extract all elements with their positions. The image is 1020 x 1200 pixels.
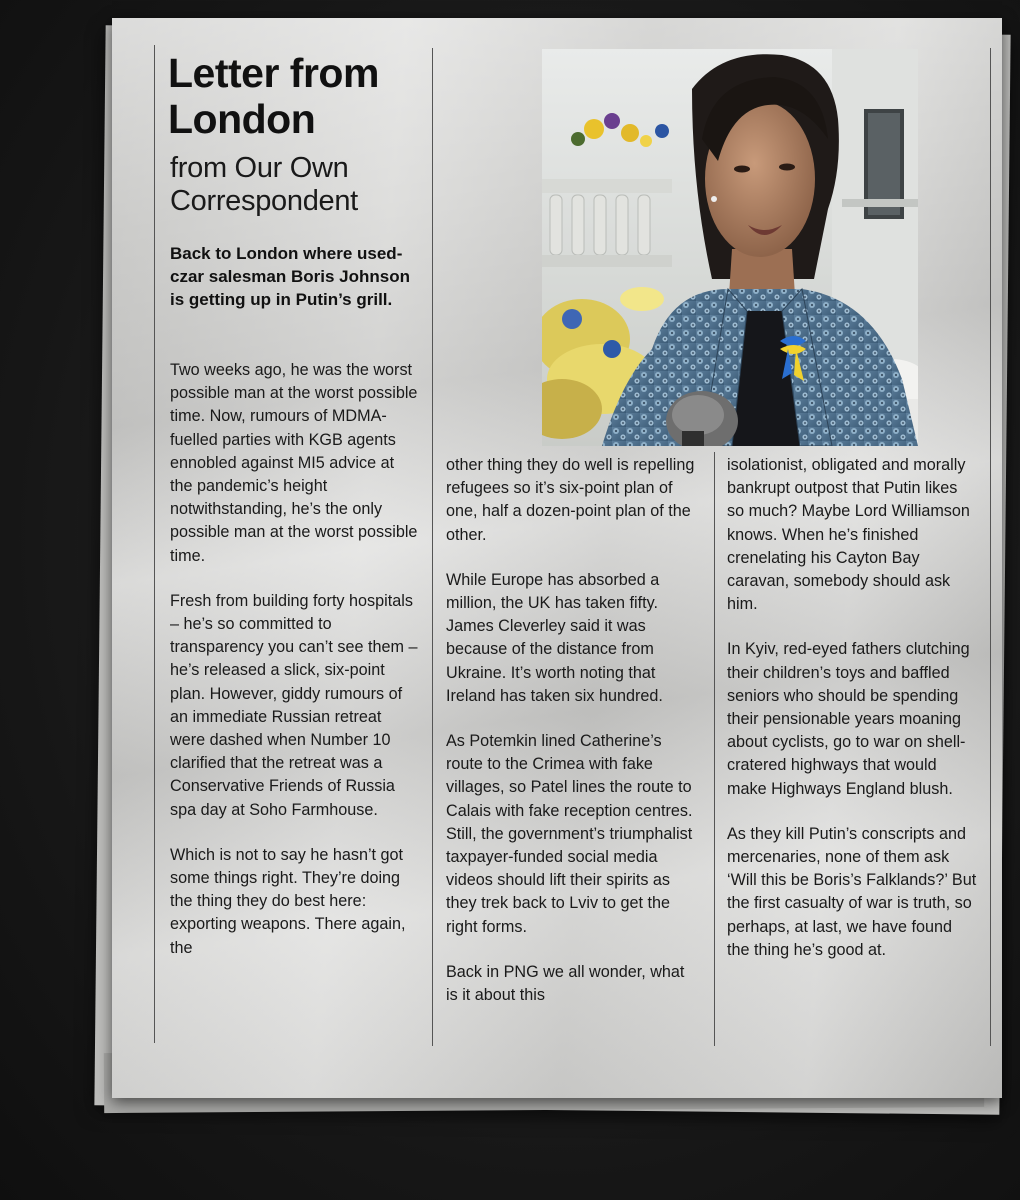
column-rule-right (990, 48, 991, 1046)
column-rule-2 (714, 452, 715, 1046)
column-2-paragraph-2: While Europe has absorbed a million, the UK has taken fifty. James Cleverley said it was because of the distance from Ukraine. It’s worth noting that Ireland has taken six hundred. (446, 570, 663, 705)
article-column-1 (170, 359, 418, 982)
column-1-paragraph-2: Fresh from building forty hospitals – he’s so committed to transparency you can’t see them – he’s released a slick, six-point plan. However, giddy rumours of an immediate Russian retreat were dashed when Number 10 clarified that the retreat was a Conservative Friends of Russia spa day at Soho Farmhouse. (170, 591, 418, 819)
headline: Letter from London (168, 50, 379, 142)
column-3-paragraph-3: As they kill Putin’s conscripts and mercenaries, none of them ask ‘Will this be Boris’s Falklands?’ But the first casualty of war is truth, so perhaps, at last, we have found the thing he’s good at. (727, 824, 977, 959)
standfirst: Back to London where used-czar salesman Boris Johnson is getting up in Putin’s grill. (170, 244, 410, 309)
column-1-paragraph-3: Which is not to say he hasn’t got some things right. They’re doing the thing they do best here: exporting weapons. There again, the (170, 845, 406, 957)
column-2-paragraph-1: other thing they do well is repelling refugees so it’s six-point plan of one, half a dozen-point plan of the other. (446, 456, 695, 544)
article-photo (542, 49, 918, 446)
column-3-paragraph-1: isolationist, obligated and morally bankrupt outpost that Putin likes so much? Maybe Lord Williamson knows. When he’s finished crenelating his Cayton Bay caravan, somebody should ask him. (727, 456, 970, 614)
article-column-2 (446, 454, 696, 1029)
column-2-paragraph-3: As Potemkin lined Catherine’s route to the Crimea with fake villages, so Patel lines the route to Calais with fake reception centres. Still, the government’s triumphalist taxpayer-funded social media videos should lift their spirits as they trek back to Lviv to get the right forms. (446, 732, 693, 936)
column-3-paragraph-2: In Kyiv, red-eyed fathers clutching their children’s toys and baffled seniors who should be spending their pensionable years moaning about cyclists, go to war on shell-cratered highways that would make Highways England blush. (727, 640, 970, 798)
column-rule-1 (432, 48, 433, 1046)
photo-illustration (542, 49, 918, 446)
column-1-paragraph-1: Two weeks ago, he was the worst possible man at the worst possible time. Now, rumours of MDMA-fuelled parties with KGB agents ennobled against MI5 advice at the pandemic’s height notwithstanding, he’s the only possible man at the worst possible time. (170, 361, 418, 565)
subheadline: from Our Own Correspondent (170, 152, 358, 217)
column-2-paragraph-4: Back in PNG we all wonder, what is it about this (446, 962, 685, 1005)
column-rule-left (154, 45, 155, 1043)
article-column-3 (727, 454, 977, 984)
